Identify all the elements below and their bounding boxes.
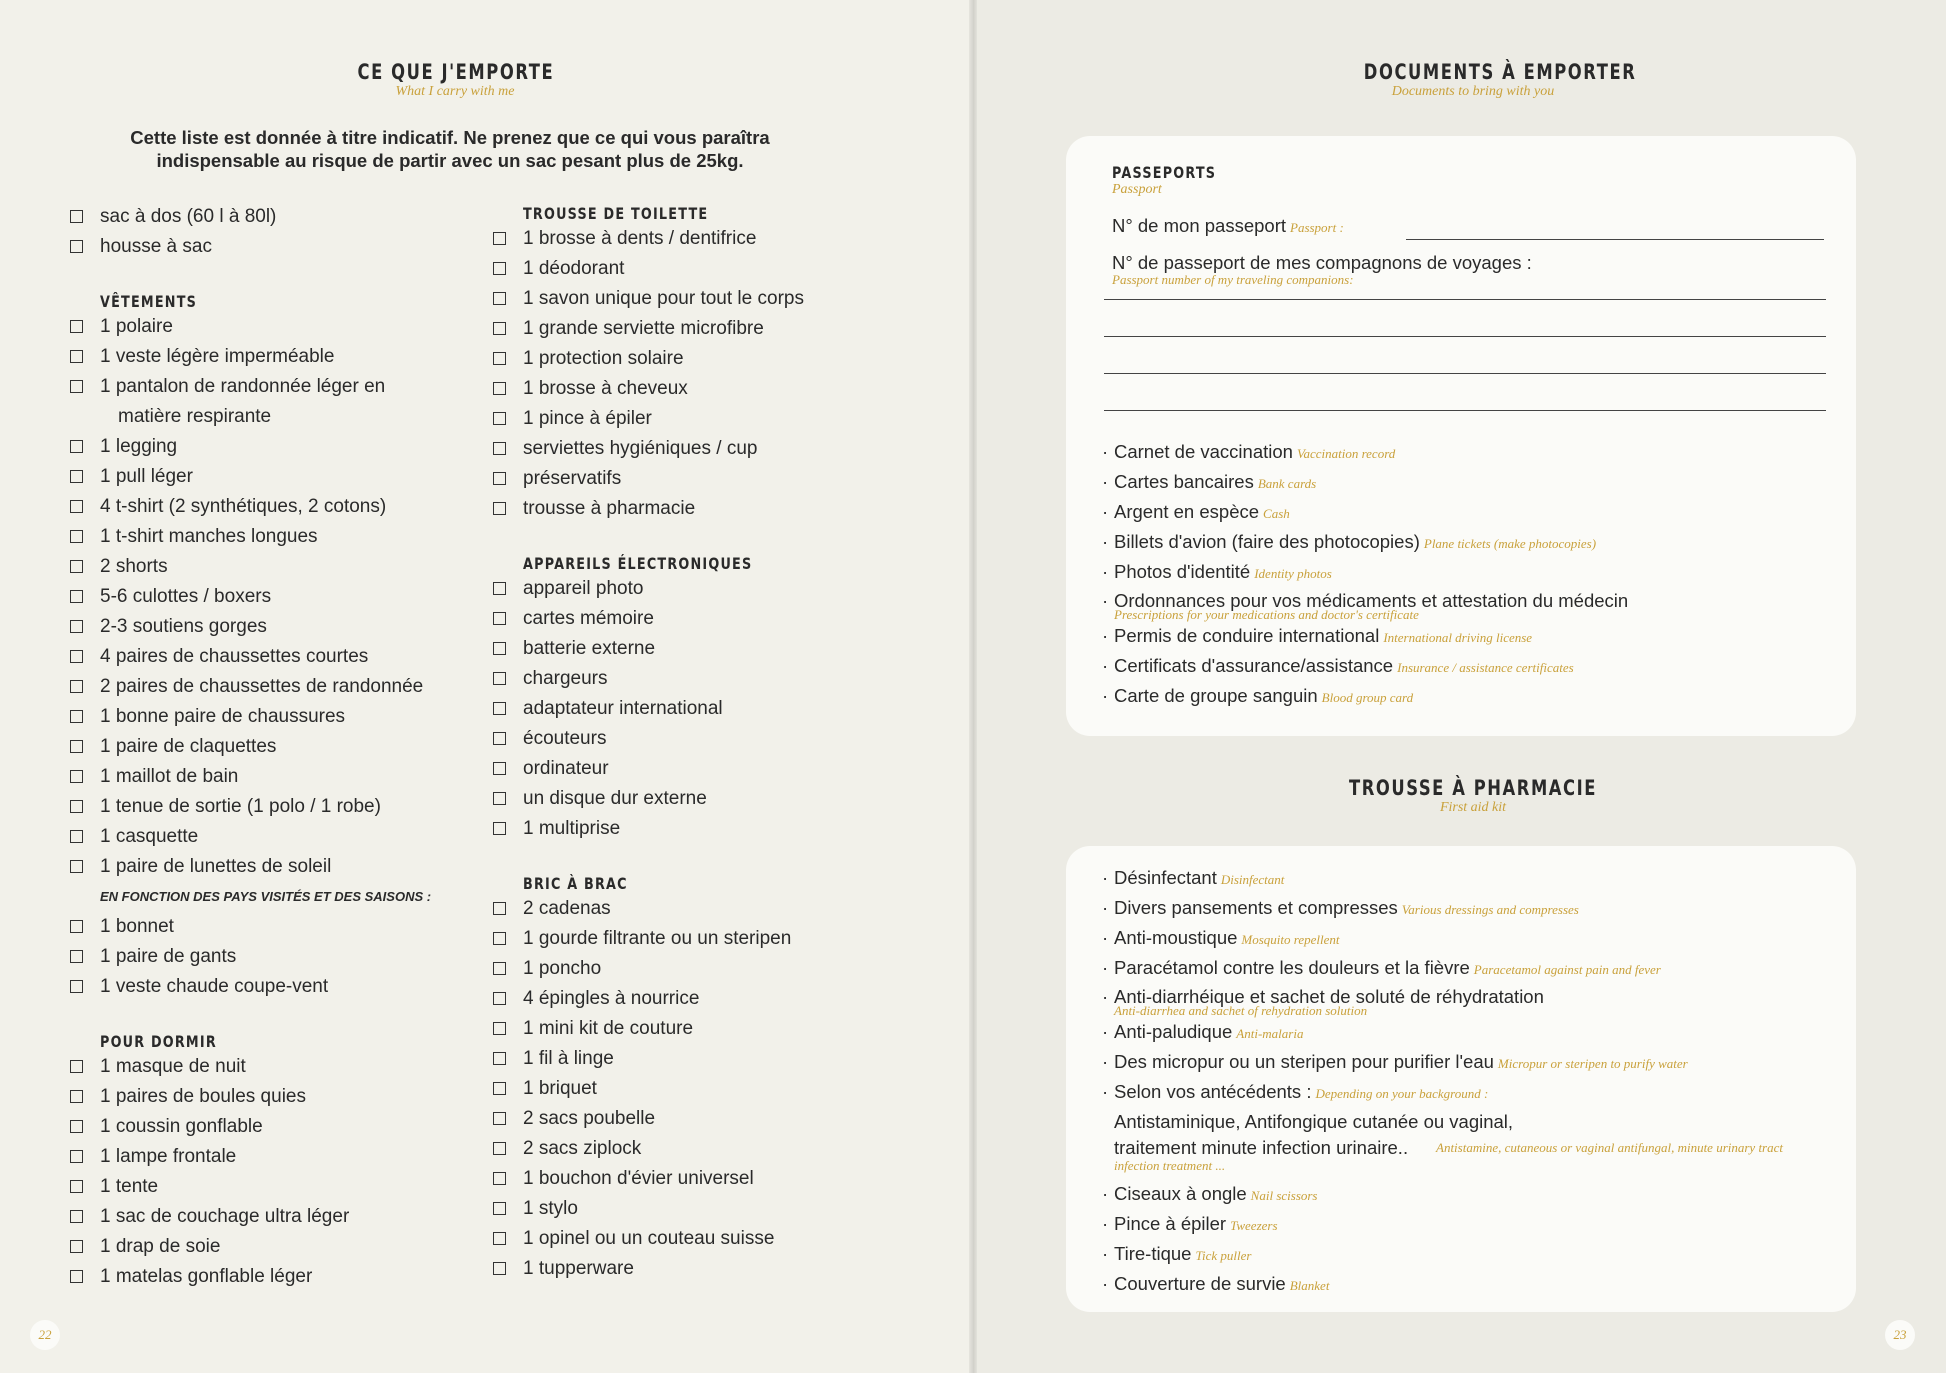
passports-title: PASSEPORTS — [1112, 163, 1217, 182]
checkbox[interactable] — [70, 560, 83, 573]
checkbox[interactable] — [493, 672, 506, 685]
checkbox[interactable] — [493, 792, 506, 805]
checklist-item[interactable] — [493, 924, 810, 954]
checklist-item-label: 1 paire de gants — [100, 946, 237, 967]
pharma-item-continued: Antistaminique, Antifongique cutanée ou vaginal, — [1114, 1111, 1514, 1132]
my-passport-line[interactable] — [1406, 239, 1824, 240]
checkbox[interactable] — [493, 732, 506, 745]
checklist-item[interactable] — [493, 374, 810, 404]
checkbox[interactable] — [493, 702, 506, 715]
checklist-item[interactable] — [493, 784, 810, 814]
checklist-item-continued — [70, 402, 431, 432]
checkbox[interactable] — [70, 860, 83, 873]
checklist-item[interactable] — [493, 254, 810, 284]
checklist-item-label: 1 masque de nuit — [100, 1056, 246, 1077]
checkbox[interactable] — [493, 412, 506, 425]
checklist-item-label: 1 sac de couchage ultra léger — [100, 1206, 350, 1227]
left-heading-title: CE QUE J'EMPORTE — [357, 60, 555, 84]
checklist-item-label: 1 bouchon d'évier universel — [523, 1168, 754, 1189]
checklist-item[interactable] — [70, 462, 431, 492]
checkbox[interactable] — [493, 1112, 506, 1125]
checkbox[interactable] — [70, 650, 83, 663]
checklist-item[interactable] — [70, 432, 431, 462]
checkbox[interactable] — [493, 612, 506, 625]
checkbox[interactable] — [70, 1090, 83, 1103]
checklist-item[interactable] — [493, 1134, 810, 1164]
checkbox[interactable] — [70, 1060, 83, 1073]
checklist-item[interactable] — [493, 724, 810, 754]
vetements-list — [70, 312, 431, 882]
checkbox[interactable] — [70, 1240, 83, 1253]
checkbox[interactable] — [70, 620, 83, 633]
checklist-item-label: 1 maillot de bain — [100, 766, 239, 787]
checklist-item-label: chargeurs — [523, 668, 608, 689]
checklist-item-label: 4 paires de chaussettes courtes — [100, 646, 369, 667]
checkbox[interactable] — [493, 1022, 506, 1035]
checklist-item[interactable] — [493, 574, 810, 604]
checkbox[interactable] — [493, 822, 506, 835]
checklist-item-label: 1 poncho — [523, 958, 602, 979]
checkbox[interactable] — [493, 1142, 506, 1155]
companions-line-4[interactable] — [1104, 410, 1826, 411]
checkbox[interactable] — [493, 352, 506, 365]
checkbox[interactable] — [493, 1052, 506, 1065]
checklist-item[interactable] — [70, 232, 431, 262]
checkbox[interactable] — [70, 500, 83, 513]
checkbox[interactable] — [70, 920, 83, 933]
checklist-item[interactable] — [493, 1164, 810, 1194]
checklist-item-label: 1 casquette — [100, 826, 199, 847]
pharma-item: · Anti-paludique Anti-malaria — [1102, 1018, 1814, 1048]
checklist-item-label: 1 pull léger — [100, 466, 193, 487]
checkbox[interactable] — [70, 320, 83, 333]
doc-item: · Photos d'identité Identity photos — [1102, 558, 1628, 588]
pharmacy-list: · Désinfectant Disinfectant · Divers pansements et compresses Various dressings and compresses · Anti-moustique Mosquito repellent · Paracétamol contre les douleurs et la fièvre Paracetamol against pain and fever · Anti-diarrhéique et sachet de soluté de réhydratation Anti-diarrhea and sachet of rehydration solution · Anti-paludique Anti-malaria · Des micropur ou un steripen pour purifier l'eau Micropur or steripen to purify water · Selon vos antécédents : Depending on your background : Antistaminique, Antifongique cutanée ou vaginal, traitement minute infection urinaire.. Antistamine, cutaneous or vaginal antifungal, minute urinary tract infection treatment ... · Ciseaux à ongle Nail scissors · Pince à épiler Tweezers · Tire-tique Tick puller · Couverture de survie Blanket — [1102, 864, 1814, 1300]
checkbox[interactable] — [493, 762, 506, 775]
checklist-item-label: batterie externe — [523, 638, 656, 659]
doc-item: · Argent en espèce Cash — [1102, 498, 1628, 528]
checkbox[interactable] — [70, 440, 83, 453]
checklist-item[interactable] — [493, 754, 810, 784]
checklist-item[interactable] — [493, 344, 810, 374]
checklist-item[interactable] — [493, 314, 810, 344]
checklist-item[interactable] — [70, 762, 431, 792]
checkbox[interactable] — [70, 1210, 83, 1223]
checkbox[interactable] — [493, 1232, 506, 1245]
left-column — [70, 202, 431, 1292]
intro-text: Cette liste est donnée à titre indicatif. Ne prenez que ce qui vous paraîtra indispensable au risque de partir avec un sac pesant plus de 25kg. — [130, 127, 770, 171]
checklist-item-label: écouteurs — [523, 728, 607, 749]
checklist-item-label: 1 polaire — [100, 316, 173, 337]
checkbox[interactable] — [493, 322, 506, 335]
pharma-item: · Couverture de survie Blanket — [1102, 1270, 1814, 1300]
pharma-item: · Pince à épiler Tweezers — [1102, 1210, 1814, 1240]
checklist-item-label: 1 pantalon de randonnée léger en — [100, 376, 386, 397]
checklist-item[interactable] — [493, 1014, 810, 1044]
checklist-item-label: 1 briquet — [523, 1078, 597, 1099]
pharmacy-card — [1066, 846, 1856, 1312]
checklist-item[interactable] — [70, 312, 431, 342]
checklist-item-label: 1 mini kit de couture — [523, 1018, 694, 1039]
checklist-item[interactable] — [493, 664, 810, 694]
checkbox[interactable] — [70, 800, 83, 813]
elec-list — [493, 574, 810, 844]
pharma-item: · Divers pansements et compresses Various dressings and compresses — [1102, 894, 1814, 924]
checkbox[interactable] — [70, 770, 83, 783]
checklist-item-label: 1 pince à épiler — [523, 408, 652, 429]
checkbox[interactable] — [493, 382, 506, 395]
checkbox[interactable] — [70, 350, 83, 363]
doc-item: · Cartes bancaires Bank cards — [1102, 468, 1628, 498]
checklist-item[interactable] — [493, 434, 810, 464]
checkbox[interactable] — [70, 680, 83, 693]
checkbox[interactable] — [70, 240, 83, 253]
checklist-item[interactable] — [493, 814, 810, 844]
checklist-item-label: trousse à pharmacie — [523, 498, 696, 519]
checklist-item-label: 1 gourde filtrante ou un steripen — [523, 928, 792, 949]
checklist-item-label: ordinateur — [523, 758, 609, 779]
checklist-item[interactable] — [493, 1044, 810, 1074]
toilette-title: TROUSSE DE TOILETTE — [523, 204, 709, 223]
checkbox[interactable] — [493, 1262, 506, 1275]
checklist-item-label: 4 t-shirt (2 synthétiques, 2 cotons) — [100, 496, 387, 517]
right-column — [493, 204, 810, 1284]
companions-translation: Passport number of my traveling companions: — [1112, 272, 1354, 287]
checklist-item[interactable] — [70, 912, 431, 942]
checklist-item-label: 1 veste légère imperméable — [100, 346, 335, 367]
checklist-item-label: housse à sac — [100, 236, 212, 257]
companions-line-2[interactable] — [1104, 336, 1826, 337]
checklist-item-label: 1 drap de soie — [100, 1236, 221, 1257]
documents-list — [1102, 438, 1628, 712]
dormir-title: POUR DORMIR — [100, 1032, 217, 1051]
checklist-item[interactable] — [493, 954, 810, 984]
checklist-item-label: 5-6 culottes / boxers — [100, 586, 272, 607]
checklist-item-label: 1 paires de boules quies — [100, 1086, 306, 1107]
doc-item: · Carte de groupe sanguin Blood group card — [1102, 682, 1628, 712]
checklist-item-label: 2 shorts — [100, 556, 168, 577]
checklist-item[interactable] — [493, 1074, 810, 1104]
pharma-item: · Ciseaux à ongle Nail scissors — [1102, 1180, 1814, 1210]
doc-item: · Certificats d'assurance/assistance Insurance / assistance certificates — [1102, 652, 1628, 682]
my-passport-label: N° de mon passeport Passport : — [1112, 215, 1344, 236]
checklist-item-label: 1 opinel ou un couteau suisse — [523, 1228, 775, 1249]
checklist-item-label: 1 brosse à dents / dentifrice — [523, 228, 757, 249]
left-heading — [330, 60, 580, 100]
checklist-item-label: 1 paire de claquettes — [100, 736, 277, 757]
checklist-item[interactable] — [70, 702, 431, 732]
checklist-item-label: 1 lampe frontale — [100, 1146, 237, 1167]
doc-item: · Billets d'avion (faire des photocopies) Plane tickets (make photocopies) — [1102, 528, 1628, 558]
checklist-item-label: 1 savon unique pour tout le corps — [523, 288, 804, 309]
checklist-item[interactable] — [70, 1112, 431, 1142]
checklist-item[interactable] — [70, 342, 431, 372]
checklist-item-label: un disque dur externe — [523, 788, 707, 809]
checklist-item[interactable] — [70, 942, 431, 972]
checkbox[interactable] — [70, 380, 83, 393]
checklist-item[interactable] — [70, 852, 431, 882]
elec-title: APPAREILS ÉLECTRONIQUES — [523, 554, 753, 573]
checkbox[interactable] — [493, 232, 506, 245]
toilette-list — [493, 224, 810, 524]
my-passport-translation: Passport : — [1290, 220, 1344, 235]
checkbox[interactable] — [70, 1120, 83, 1133]
checklist-item[interactable] — [493, 894, 810, 924]
checklist-item-label: 1 multiprise — [523, 818, 621, 839]
checklist-item[interactable] — [70, 522, 431, 552]
checklist-item-label: 1 déodorant — [523, 258, 625, 279]
dormir-list — [70, 1052, 431, 1292]
checklist-item[interactable] — [493, 1254, 810, 1284]
checklist-item[interactable] — [493, 634, 810, 664]
top-items-list — [70, 202, 431, 262]
checklist-item[interactable] — [70, 612, 431, 642]
checkbox[interactable] — [493, 992, 506, 1005]
checkbox[interactable] — [493, 262, 506, 275]
pharma-item: · Anti-moustique Mosquito repellent — [1102, 924, 1814, 954]
checklist-item[interactable] — [493, 494, 810, 524]
checklist-item-label: 1 tente — [100, 1176, 159, 1197]
page-number-left: 22 — [30, 1320, 60, 1350]
checkbox[interactable] — [493, 292, 506, 305]
checklist-item[interactable] — [70, 672, 431, 702]
left-heading-subtitle: What I carry with me — [395, 84, 515, 99]
checklist-item[interactable] — [70, 202, 431, 232]
checklist-item-label: 1 brosse à cheveux — [523, 378, 688, 399]
checklist-item-label: 1 coussin gonflable — [100, 1116, 263, 1137]
pharma-item-continued: traitement minute infection urinaire.. — [1114, 1137, 1409, 1158]
checkbox[interactable] — [70, 980, 83, 993]
checklist-item-label: 2 sacs ziplock — [523, 1138, 642, 1159]
checklist-item[interactable] — [493, 1224, 810, 1254]
saison-list — [70, 912, 431, 1002]
checkbox[interactable] — [493, 1202, 506, 1215]
checklist-item[interactable] — [493, 1194, 810, 1224]
checkbox[interactable] — [493, 932, 506, 945]
docs-heading-title: DOCUMENTS À EMPORTER — [1363, 60, 1637, 84]
companions-line-3[interactable] — [1104, 373, 1826, 374]
checklist-item[interactable] — [70, 972, 431, 1002]
pharma-heading — [1313, 776, 1633, 816]
checklist-item[interactable] — [70, 732, 431, 762]
companions-label: N° de passeport de mes compagnons de voyages : — [1112, 252, 1532, 273]
checklist-item-label: adaptateur international — [523, 698, 723, 719]
pharma-heading-subtitle: First aid kit — [1439, 800, 1507, 815]
checklist-item-label: 1 tenue de sortie (1 polo / 1 robe) — [100, 796, 381, 817]
checkbox[interactable] — [70, 530, 83, 543]
checklist-item-label: 1 t-shirt manches longues — [100, 526, 318, 547]
checklist-item-label: 4 épingles à nourrice — [523, 988, 700, 1009]
checkbox[interactable] — [70, 590, 83, 603]
checkbox[interactable] — [493, 1082, 506, 1095]
checkbox[interactable] — [70, 1150, 83, 1163]
checklist-item-label: 1 paire de lunettes de soleil — [100, 856, 332, 877]
pharma-item: · Désinfectant Disinfectant — [1102, 864, 1814, 894]
checklist-item[interactable] — [70, 642, 431, 672]
pharma-item: · Selon vos antécédents : Depending on your background : — [1102, 1078, 1814, 1108]
checkbox[interactable] — [70, 1270, 83, 1283]
checklist-item-label: 1 fil à linge — [523, 1048, 614, 1069]
checklist-item[interactable] — [70, 372, 431, 402]
checklist-item[interactable] — [70, 1232, 431, 1262]
checkbox[interactable] — [70, 740, 83, 753]
page-number-right: 23 — [1885, 1320, 1915, 1350]
checklist-item[interactable] — [493, 284, 810, 314]
checklist-item-label: 1 veste chaude coupe-vent — [100, 976, 329, 997]
checklist-item-label: 1 protection solaire — [523, 348, 684, 369]
pharma-heading-title: TROUSSE À PHARMACIE — [1348, 776, 1598, 800]
checkbox[interactable] — [70, 470, 83, 483]
passports-subtitle: Passport — [1112, 182, 1162, 197]
companions-line-1[interactable] — [1104, 299, 1826, 300]
checklist-item[interactable] — [493, 464, 810, 494]
checklist-item-label: 1 tupperware — [523, 1258, 634, 1279]
saison-note: EN FONCTION DES PAYS VISITÉS ET DES SAISONS : — [100, 889, 432, 904]
bric-title: BRIC À BRAC — [523, 874, 628, 893]
docs-heading-subtitle: Documents to bring with you — [1391, 84, 1555, 99]
checklist-item-label: cartes mémoire — [523, 608, 654, 629]
pharma-item: · Tire-tique Tick puller — [1102, 1240, 1814, 1270]
checklist-item-label: 1 matelas gonflable léger — [100, 1266, 313, 1287]
checklist-item[interactable] — [70, 1082, 431, 1112]
checklist-item[interactable] — [70, 1262, 431, 1292]
checkbox[interactable] — [70, 710, 83, 723]
checklist-item-label: 1 bonne paire de chaussures — [100, 706, 346, 727]
checklist-item[interactable] — [70, 582, 431, 612]
checkbox[interactable] — [493, 472, 506, 485]
checklist-item-label: 2 paires de chaussettes de randonnée — [100, 676, 424, 697]
checklist-item-label: 2-3 soutiens gorges — [100, 616, 267, 637]
checklist-item-label: sac à dos (60 l à 80l) — [100, 206, 277, 227]
checkbox[interactable] — [493, 502, 506, 515]
checklist-item-label: serviettes hygiéniques / cup — [523, 438, 758, 459]
docs-heading — [1333, 60, 1637, 100]
checkbox[interactable] — [493, 442, 506, 455]
checkbox[interactable] — [493, 962, 506, 975]
checkbox[interactable] — [70, 950, 83, 963]
checklist-item[interactable] — [493, 224, 810, 254]
doc-item: · Carnet de vaccination Vaccination record — [1102, 438, 1628, 468]
checklist-item[interactable] — [70, 552, 431, 582]
checklist-item[interactable] — [70, 792, 431, 822]
checklist-item[interactable] — [493, 604, 810, 634]
checklist-item-label: matière respirante — [118, 406, 272, 427]
checklist-item[interactable] — [70, 492, 431, 522]
checkbox[interactable] — [70, 210, 83, 223]
checklist-item-label: 2 sacs poubelle — [523, 1108, 656, 1129]
checklist-item[interactable] — [493, 984, 810, 1014]
pharma-item: · Anti-diarrhéique et sachet de soluté de réhydratation Anti-diarrhea and sachet of rehydration solution — [1102, 984, 1814, 1018]
checklist-item[interactable] — [70, 1202, 431, 1232]
checklist-item[interactable] — [70, 1172, 431, 1202]
checklist-item[interactable] — [493, 694, 810, 724]
bric-list — [493, 894, 810, 1284]
checklist-item-label: 1 grande serviette microfibre — [523, 318, 764, 339]
checkbox[interactable] — [493, 1172, 506, 1185]
documents-card — [1066, 136, 1856, 736]
checklist-item[interactable] — [493, 404, 810, 434]
checklist-item-label: préservatifs — [523, 468, 622, 489]
doc-item: · Ordonnances pour vos médicaments et attestation du médecin Prescriptions for your medications and doctor's certificate — [1102, 588, 1628, 622]
checklist-item-label: 1 legging — [100, 436, 178, 457]
checklist-item-label: 1 stylo — [523, 1198, 578, 1219]
doc-item: · Permis de conduire international International driving license — [1102, 622, 1628, 652]
checklist-item[interactable] — [70, 822, 431, 852]
checkbox[interactable] — [493, 642, 506, 655]
checkbox[interactable] — [493, 582, 506, 595]
checklist-item[interactable] — [70, 1142, 431, 1172]
book-spine — [969, 0, 977, 1373]
checkbox[interactable] — [493, 902, 506, 915]
checklist-item-label: 1 bonnet — [100, 916, 174, 937]
checklist-item-label: 2 cadenas — [523, 898, 611, 919]
pharma-item: · Paracétamol contre les douleurs et la fièvre Paracetamol against pain and fever — [1102, 954, 1814, 984]
vetements-title: VÊTEMENTS — [100, 292, 198, 311]
checkbox[interactable] — [70, 830, 83, 843]
checkbox[interactable] — [70, 1180, 83, 1193]
pharma-item: · Des micropur ou un steripen pour purifier l'eau Micropur or steripen to purify water — [1102, 1048, 1814, 1078]
right-page — [973, 0, 1946, 1373]
checklist-item-label: appareil photo — [523, 578, 644, 599]
checklist-item[interactable] — [493, 1104, 810, 1134]
checklist-item[interactable] — [70, 1052, 431, 1082]
